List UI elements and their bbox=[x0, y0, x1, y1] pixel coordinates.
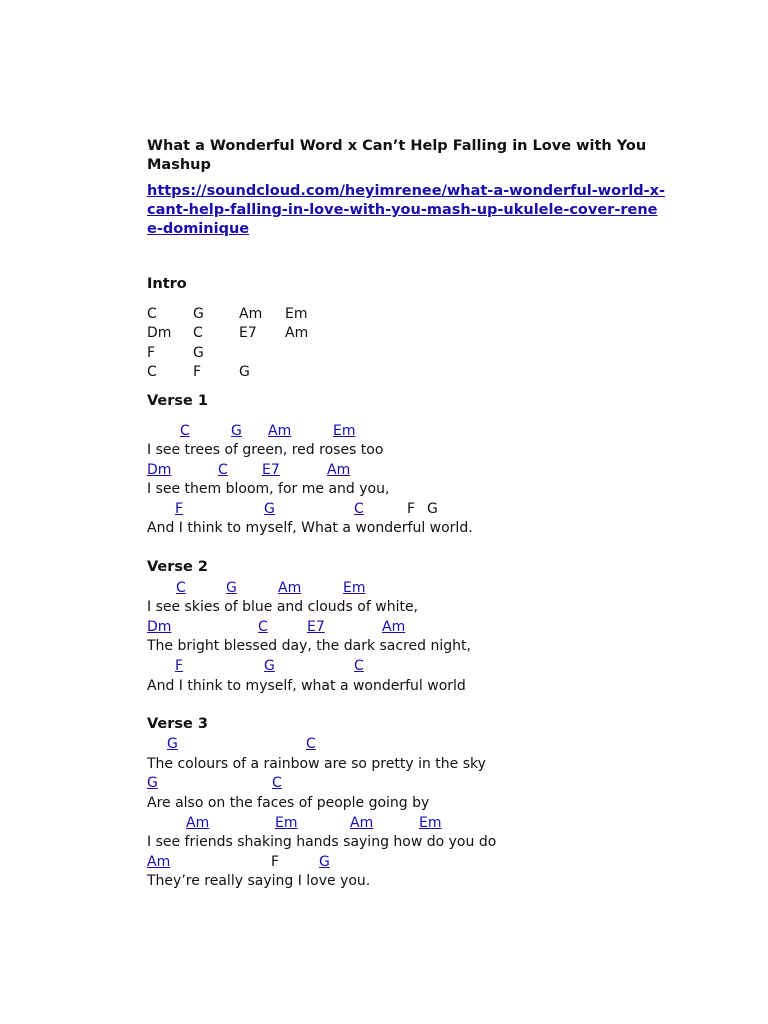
chord-link[interactable]: Am bbox=[327, 462, 351, 478]
verse2-chord-line bbox=[147, 579, 687, 598]
chord-link[interactable]: C bbox=[176, 580, 186, 596]
chord: Am bbox=[239, 306, 263, 322]
chord-link[interactable]: C bbox=[218, 462, 228, 478]
chord: F bbox=[271, 854, 280, 870]
chord-link[interactable]: G bbox=[231, 423, 242, 439]
chord-link[interactable]: C bbox=[306, 736, 316, 752]
chord-link[interactable]: C bbox=[180, 423, 190, 439]
verse2-lyric-line: And I think to myself, what a wonderful world bbox=[147, 678, 466, 694]
chord-link[interactable]: E7 bbox=[307, 619, 325, 635]
song-title: What a Wonderful Word x Can’t Help Falling in Love with You Mashup bbox=[147, 138, 647, 173]
chord-link[interactable]: Em bbox=[419, 815, 442, 831]
chord-link[interactable]: C bbox=[272, 775, 282, 791]
verse1-lyric-line: And I think to myself, What a wonderful world. bbox=[147, 520, 473, 536]
intro-heading: Intro bbox=[147, 276, 187, 292]
chord-link[interactable]: G bbox=[167, 736, 178, 752]
chord-link[interactable]: Am bbox=[186, 815, 210, 831]
verse3-lyric-line: They’re really saying I love you. bbox=[147, 873, 371, 889]
chord-link[interactable]: Am bbox=[382, 619, 406, 635]
intro-chord-row bbox=[147, 363, 687, 382]
chord: C bbox=[147, 306, 157, 322]
chord-link[interactable]: Em bbox=[275, 815, 298, 831]
chord-link[interactable]: F bbox=[175, 501, 184, 517]
chord: F bbox=[407, 501, 416, 517]
verse1-lyric-line: I see them bloom, for me and you, bbox=[147, 481, 390, 497]
chord-link[interactable]: Am bbox=[350, 815, 374, 831]
chord-link[interactable]: G bbox=[319, 854, 330, 870]
verse3-chord-line bbox=[147, 853, 687, 872]
chord-link[interactable]: E7 bbox=[262, 462, 280, 478]
chord-link[interactable]: Dm bbox=[147, 619, 172, 635]
verse1-chord-line bbox=[147, 461, 687, 480]
verse2-lyric-line: The bright blessed day, the dark sacred night, bbox=[147, 638, 471, 654]
verse3-chord-line bbox=[147, 774, 687, 793]
chord-link[interactable]: Am bbox=[147, 854, 171, 870]
verse1-chord-line bbox=[147, 500, 687, 519]
verse3-heading: Verse 3 bbox=[147, 716, 209, 732]
chord: F bbox=[193, 364, 202, 380]
chord-link[interactable]: Am bbox=[278, 580, 302, 596]
chord: G bbox=[193, 345, 204, 361]
chord: G bbox=[427, 501, 438, 517]
chord: G bbox=[239, 364, 250, 380]
chord: C bbox=[193, 325, 203, 341]
chord-link[interactable]: Em bbox=[333, 423, 356, 439]
verse2-heading: Verse 2 bbox=[147, 559, 209, 575]
chord-link[interactable]: Dm bbox=[147, 462, 172, 478]
verse1-heading: Verse 1 bbox=[147, 393, 209, 409]
chord-link[interactable]: C bbox=[258, 619, 268, 635]
soundcloud-link[interactable]: https://soundcloud.com/heyimrenee/what-a-wonderful-world-x-cant-help-falling-in-love-with-you-mash-up-ukulele-cover-renee-dominique bbox=[147, 183, 666, 237]
verse3-lyric-line: I see friends shaking hands saying how do you do bbox=[147, 834, 497, 850]
chord-link[interactable]: G bbox=[226, 580, 237, 596]
chord: C bbox=[147, 364, 157, 380]
verse3-lyric-line: Are also on the faces of people going by bbox=[147, 795, 430, 811]
verse3-chord-line bbox=[147, 735, 687, 754]
verse3-lyric-line: The colours of a rainbow are so pretty in the sky bbox=[147, 756, 486, 772]
chord-link[interactable]: Am bbox=[268, 423, 292, 439]
intro-chord-row bbox=[147, 305, 687, 324]
chord-link[interactable]: G bbox=[147, 775, 158, 791]
verse1-lyric-line: I see trees of green, red roses too bbox=[147, 442, 384, 458]
chord: G bbox=[193, 306, 204, 322]
verse1-chord-line bbox=[147, 422, 687, 441]
chord: Em bbox=[285, 306, 308, 322]
intro-chord-row bbox=[147, 324, 687, 343]
chord-link[interactable]: G bbox=[264, 658, 275, 674]
chord: Am bbox=[285, 325, 309, 341]
chord: Dm bbox=[147, 325, 172, 341]
verse3-chord-line bbox=[147, 814, 687, 833]
verse2-chord-line bbox=[147, 657, 687, 676]
verse2-lyric-line: I see skies of blue and clouds of white, bbox=[147, 599, 419, 615]
verse2-chord-line bbox=[147, 618, 687, 637]
chord: F bbox=[147, 345, 156, 361]
chord: E7 bbox=[239, 325, 257, 341]
chord-link[interactable]: C bbox=[354, 501, 364, 517]
intro-chord-row bbox=[147, 344, 687, 363]
chord-link[interactable]: Em bbox=[343, 580, 366, 596]
chord-link[interactable]: G bbox=[264, 501, 275, 517]
chord-link[interactable]: C bbox=[354, 658, 364, 674]
chord-link[interactable]: F bbox=[175, 658, 184, 674]
